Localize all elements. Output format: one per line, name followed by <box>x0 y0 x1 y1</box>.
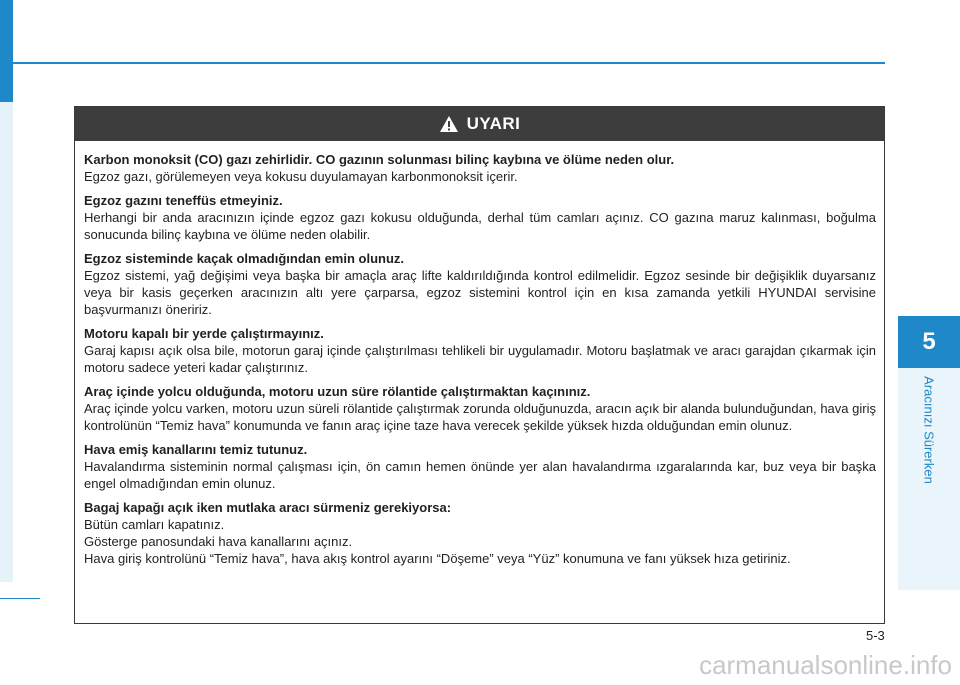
section-text: Gösterge panosundaki hava kanallarını açınız. <box>84 534 353 549</box>
warning-title: UYARI <box>466 114 521 133</box>
section-heading: Araç içinde yolcu olduğunda, motoru uzun süre rölantide çalıştırmaktan kaçınınız. <box>84 384 591 399</box>
page-number: 5-3 <box>866 628 885 643</box>
section-heading: Bagaj kapağı açık iken mutlaka aracı sürmeniz gerekiyorsa: <box>84 500 452 515</box>
watermark: carmanualsonline.info <box>699 650 952 680</box>
warning-section <box>84 192 876 243</box>
warning-header <box>75 107 884 141</box>
warning-box <box>74 106 885 624</box>
section-heading: Motoru kapalı bir yerde çalıştırmayınız. <box>84 326 324 341</box>
warning-section <box>84 441 876 492</box>
section-text: Bütün camları kapatınız. <box>84 517 225 532</box>
section-text: Egzoz gazı, görülemeyen veya kokusu duyulamayan karbonmonoksit içerir. <box>84 169 518 184</box>
bottom-left-divider <box>0 598 40 599</box>
warning-section <box>84 151 876 185</box>
left-accent-panel <box>0 102 13 582</box>
left-accent-bar <box>0 0 13 102</box>
chapter-tab <box>898 316 960 368</box>
warning-triangle-icon <box>439 115 459 133</box>
top-divider <box>13 62 885 64</box>
section-heading: Karbon monoksit (CO) gazı zehirlidir. CO gazının solunması bilinç kaybına ve ölüme neden olur. <box>84 152 675 167</box>
section-text: Araç içinde yolcu varken, motoru uzun süreli rölantide çalıştırmak zorunda olduğunuzda, aracın açık bir alanda bulunduğundan, hava giriş kontrolünün “Temiz hava” konumunda ve fanın araç içine taze hava verecek şekilde yüksek hızda olduğundan emin olunuz. <box>84 401 876 433</box>
warning-section <box>84 499 876 567</box>
warning-section <box>84 325 876 376</box>
warning-body <box>75 141 884 567</box>
section-heading: Egzoz sisteminde kaçak olmadığından emin olunuz. <box>84 251 405 266</box>
chapter-title: Aracınızı Sürerken <box>921 376 937 484</box>
section-text: Garaj kapısı açık olsa bile, motorun garaj içinde çalıştırılması tehlikeli bir uygulamadır. Motoru başlatmak ve aracı garajdan çıkarmak için motoru sadece yeteri kadar çalıştırınız. <box>84 343 876 375</box>
section-heading: Hava emiş kanallarını temiz tutunuz. <box>84 442 308 457</box>
chapter-number: 5 <box>922 328 936 355</box>
section-text: Herhangi bir anda aracınızın içinde egzoz gazı kokusu olduğunda, derhal tüm camları açınız. CO gazına maruz kalınması, boğulma sonucunda bilinç kaybına ve ölüme neden olabilir. <box>84 210 876 242</box>
section-text: Egzoz sistemi, yağ değişimi veya başka bir amaçla araç lifte kaldırıldığında kontrol edilmelidir. Egzoz sesinde bir değişiklik duyarsanız veya bir kasis geçerken aracınızın altı yere çarparsa, egzoz sistemini kontrol için en kısa zamanda yetkili HYUNDAI servisine başvurmanızı öneririz. <box>84 268 876 317</box>
section-text: Havalandırma sisteminin normal çalışması için, ön camın hemen önünde yer alan havalandırma ızgaralarında kar, buz veya bir başka engel olmadığından emin olunuz. <box>84 459 876 491</box>
warning-section <box>84 250 876 318</box>
warning-section <box>84 383 876 434</box>
section-heading: Egzoz gazını teneffüs etmeyiniz. <box>84 193 283 208</box>
section-text: Hava giriş kontrolünü “Temiz hava”, hava akış kontrol ayarını “Döşeme” veya “Yüz” konumuna ve fanı yüksek hıza getiriniz. <box>84 551 791 566</box>
